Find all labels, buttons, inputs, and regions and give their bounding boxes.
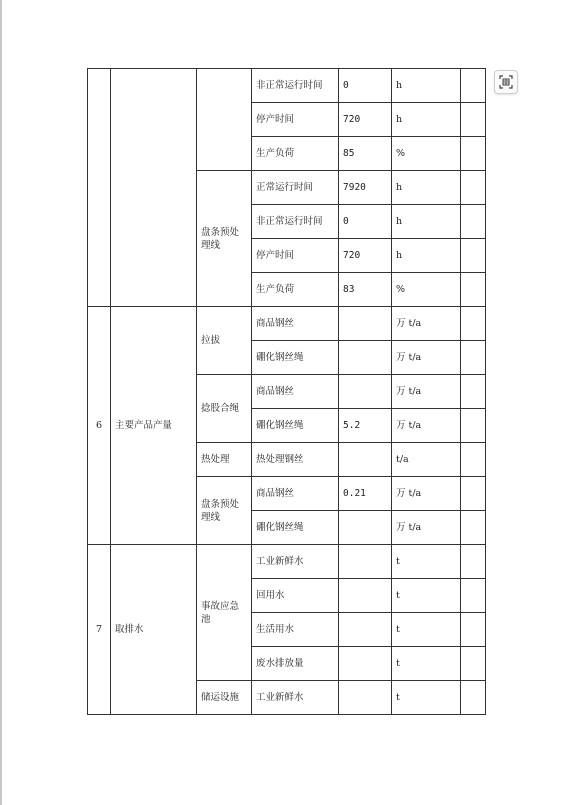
value-cell: 720 <box>339 239 392 273</box>
unit-cell: t <box>392 681 461 715</box>
select-frame-button[interactable] <box>494 70 518 94</box>
unit-cell: h <box>392 171 461 205</box>
unit-cell: t <box>392 545 461 579</box>
unit-cell: 万 t/a <box>392 511 461 545</box>
unit-cell: t/a <box>392 443 461 477</box>
row-number-cell: 7 <box>88 545 111 715</box>
item-cell: 生产负荷 <box>252 273 339 307</box>
value-cell: 7920 <box>339 171 392 205</box>
sub-category-cell: 储运设施 <box>197 681 252 715</box>
item-cell: 工业新鲜水 <box>252 681 339 715</box>
item-cell: 商品钢丝 <box>252 375 339 409</box>
value-cell <box>339 681 392 715</box>
unit-cell: 万 t/a <box>392 375 461 409</box>
value-cell <box>339 647 392 681</box>
item-cell: 热处理钢丝 <box>252 443 339 477</box>
value-cell <box>339 307 392 341</box>
note-cell <box>461 69 486 103</box>
note-cell <box>461 579 486 613</box>
item-cell: 硼化钢丝绳 <box>252 341 339 375</box>
item-cell: 商品钢丝 <box>252 477 339 511</box>
unit-cell: t <box>392 647 461 681</box>
unit-cell: h <box>392 103 461 137</box>
unit-cell: h <box>392 69 461 103</box>
item-cell: 停产时间 <box>252 239 339 273</box>
note-cell <box>461 273 486 307</box>
value-cell <box>339 443 392 477</box>
table-row <box>88 69 486 103</box>
value-cell <box>339 341 392 375</box>
unit-cell: 万 t/a <box>392 341 461 375</box>
note-cell <box>461 239 486 273</box>
note-cell <box>461 545 486 579</box>
note-cell <box>461 103 486 137</box>
note-cell <box>461 511 486 545</box>
value-cell: 0 <box>339 205 392 239</box>
note-cell <box>461 613 486 647</box>
item-cell: 硼化钢丝绳 <box>252 409 339 443</box>
item-cell: 非正常运行时间 <box>252 205 339 239</box>
value-cell: 5.2 <box>339 409 392 443</box>
value-cell <box>339 375 392 409</box>
item-cell: 废水排放量 <box>252 647 339 681</box>
value-cell: 85 <box>339 137 392 171</box>
note-cell <box>461 443 486 477</box>
item-cell: 生产负荷 <box>252 137 339 171</box>
sub-category-cell: 盘条预处理线 <box>197 171 252 307</box>
value-cell: 720 <box>339 103 392 137</box>
note-cell <box>461 307 486 341</box>
unit-cell: % <box>392 137 461 171</box>
item-cell: 工业新鲜水 <box>252 545 339 579</box>
note-cell <box>461 409 486 443</box>
sub-category-cell: 拉拔 <box>197 307 252 375</box>
note-cell <box>461 137 486 171</box>
note-cell <box>461 477 486 511</box>
row-number-cell <box>88 69 111 307</box>
row-number-cell: 6 <box>88 307 111 545</box>
value-cell <box>339 613 392 647</box>
item-cell: 硼化钢丝绳 <box>252 511 339 545</box>
data-table <box>87 68 486 715</box>
table-row <box>88 545 486 579</box>
unit-cell: 万 t/a <box>392 307 461 341</box>
sub-category-cell: 事故应急池 <box>197 545 252 681</box>
table-row <box>88 307 486 341</box>
note-cell <box>461 681 486 715</box>
sub-category-cell: 热处理 <box>197 443 252 477</box>
category-cell: 取排水 <box>111 545 197 715</box>
item-cell: 停产时间 <box>252 103 339 137</box>
value-cell: 0 <box>339 69 392 103</box>
value-cell <box>339 579 392 613</box>
item-cell: 生活用水 <box>252 613 339 647</box>
sub-category-cell: 捻股合绳 <box>197 375 252 443</box>
sub-category-cell <box>197 69 252 171</box>
unit-cell: t <box>392 613 461 647</box>
value-cell: 0.21 <box>339 477 392 511</box>
note-cell <box>461 341 486 375</box>
unit-cell: h <box>392 205 461 239</box>
unit-cell: 万 t/a <box>392 477 461 511</box>
viewer-left-edge <box>0 0 2 805</box>
note-cell <box>461 205 486 239</box>
item-cell: 商品钢丝 <box>252 307 339 341</box>
unit-cell: 万 t/a <box>392 409 461 443</box>
unit-cell: t <box>392 579 461 613</box>
unit-cell: h <box>392 239 461 273</box>
sub-category-cell: 盘条预处理线 <box>197 477 252 545</box>
note-cell <box>461 375 486 409</box>
note-cell <box>461 647 486 681</box>
value-cell <box>339 545 392 579</box>
category-cell <box>111 69 197 307</box>
note-cell <box>461 171 486 205</box>
value-cell <box>339 511 392 545</box>
item-cell: 正常运行时间 <box>252 171 339 205</box>
value-cell: 83 <box>339 273 392 307</box>
category-cell: 主要产品产量 <box>111 307 197 545</box>
item-cell: 回用水 <box>252 579 339 613</box>
unit-cell: % <box>392 273 461 307</box>
item-cell: 非正常运行时间 <box>252 69 339 103</box>
